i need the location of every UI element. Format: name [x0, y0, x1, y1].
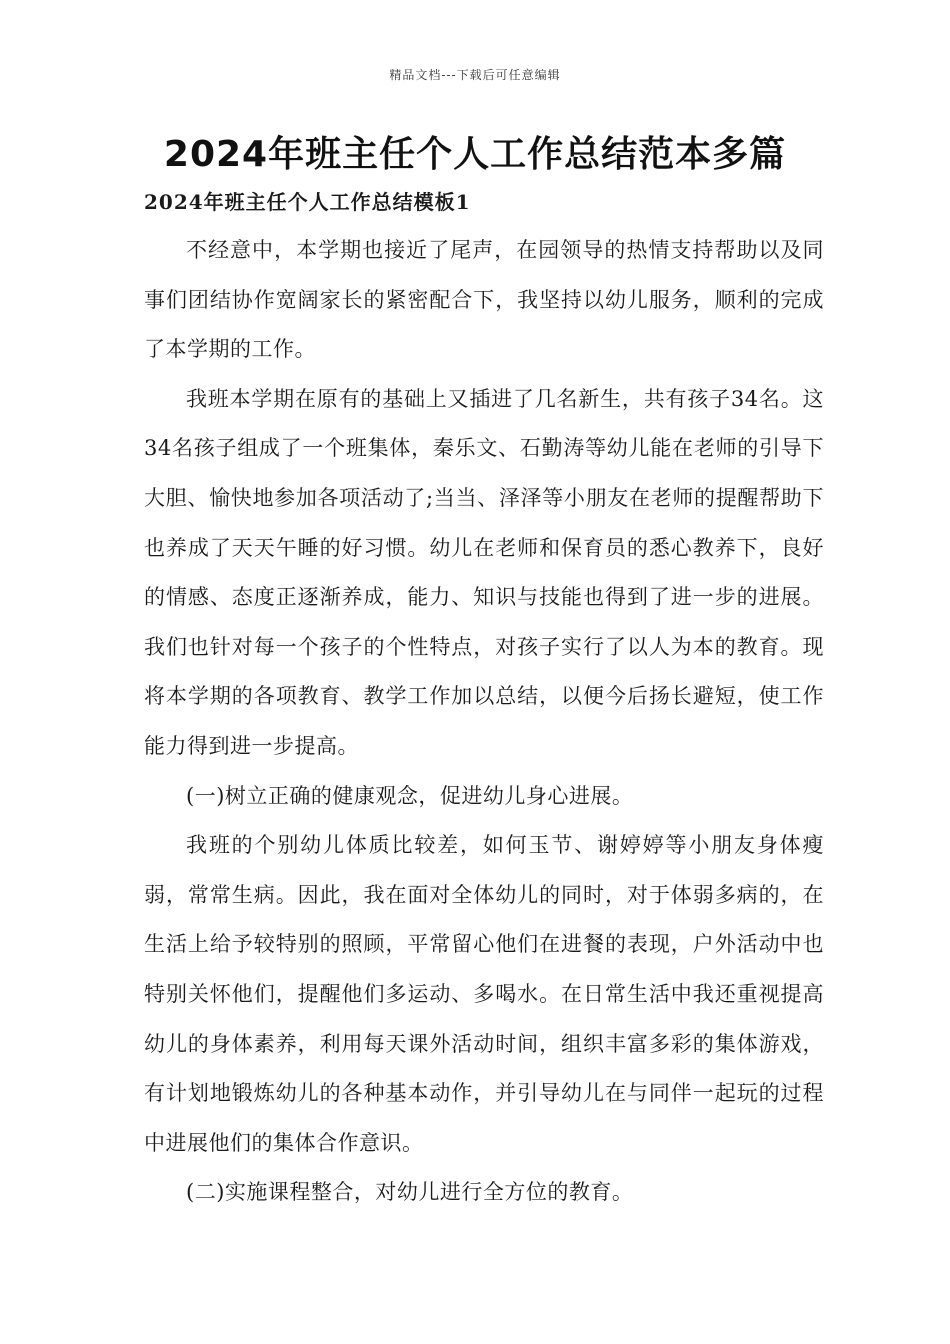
paragraph: 不经意中，本学期也接近了尾声，在园领导的热情支持帮助以及同事们团结协作宽阔家长的紧密配合下，我坚持以幼儿服务，顺利的完成了本学期的工作。	[144, 238, 824, 362]
paragraph: 我班本学期在原有的基础上又插进了几名新生，共有孩子34名。这34名孩子组成了一个班集体，秦乐文、石勤涛等幼儿能在老师的引导下大胆、愉快地参加各项活动了;当当、泽泽等小朋友在老师的提醒帮助下也养成了天天午睡的好习惯。幼儿在老师和保育员的悉心教养下，良好的情感、态度正逐渐养成，能力、知识与技能也得到了进一步的进展。我们也针对每一个孩子的个性特点，对孩子实行了以人为本的教育。现将本学期的各项教育、教学工作加以总结，以便今后扬长避短，使工作能力得到进一步提高。	[144, 386, 824, 758]
document-body	[144, 226, 824, 1218]
document-subtitle: 2024年班主任个人工作总结模板1	[144, 190, 471, 214]
paragraph: 我班的个别幼儿体质比较差，如何玉节、谢婷婷等小朋友身体瘦弱，常常生病。因此，我在面对全体幼儿的同时，对于体弱多病的，在生活上给予较特别的照顾，平常留心他们在进餐的表现，户外活动中也特别关怀他们，提醒他们多运动、多喝水。在日常生活中我还重视提高幼儿的身体素养，利用每天课外活动时间，组织丰富多彩的集体游戏，有计划地锻炼幼儿的各种基本动作，并引导幼儿在与同伴一起玩的过程中进展他们的集体合作意识。	[144, 833, 824, 1155]
section-heading: (二)实施课程整合，对幼儿进行全方位的教育。	[186, 1180, 634, 1205]
header-note: 精品文档---下载后可任意编辑	[389, 68, 561, 82]
section-heading: (一)树立正确的健康观念，促进幼儿身心进展。	[186, 783, 634, 808]
document-title: 2024年班主任个人工作总结范本多篇	[163, 134, 787, 175]
